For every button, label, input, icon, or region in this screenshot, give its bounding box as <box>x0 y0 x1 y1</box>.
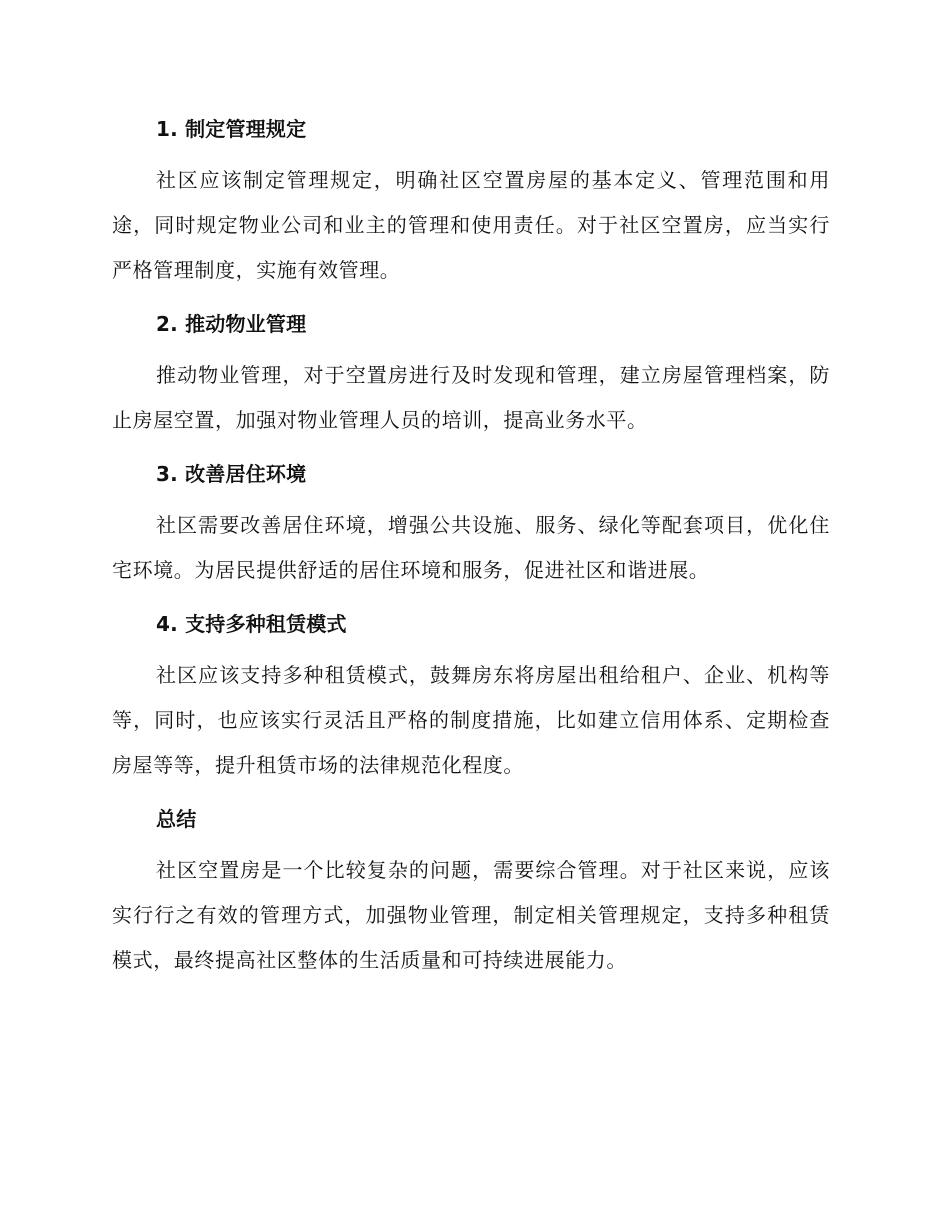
section-body-regulations: 社区应该制定管理规定，明确社区空置房屋的基本定义、管理范围和用途，同时规定物业公司和业主的管理和使用责任。对于社区空置房，应当实行严格管理制度，实施有效管理。 <box>112 168 830 282</box>
section-heading-summary: 总结 <box>156 807 197 831</box>
document-content <box>112 112 830 997</box>
section-body-summary: 社区空置房是一个比较复杂的问题，需要综合管理。对于社区来说，应该实行行之有效的管理方式，加强物业管理，制定相关管理规定，支持多种租赁模式，最终提高社区整体的生活质量和可持续进展能力。 <box>112 858 830 972</box>
section-heading-rental-models: 4. 支持多种租赁模式 <box>156 612 347 636</box>
section-heading-property-management: 2. 推动物业管理 <box>156 312 307 336</box>
section-body-property-management: 推动物业管理，对于空置房进行及时发现和管理，建立房屋管理档案，防止房屋空置，加强对物业管理人员的培训，提高业务水平。 <box>112 363 830 432</box>
section-heading-regulations: 1. 制定管理规定 <box>156 117 307 141</box>
section-body-living-environment: 社区需要改善居住环境，增强公共设施、服务、绿化等配套项目，优化住宅环境。为居民提供舒适的居住环境和服务，促进社区和谐进展。 <box>112 513 830 582</box>
section-heading-living-environment: 3. 改善居住环境 <box>156 462 307 486</box>
section-body-rental-models: 社区应该支持多种租赁模式，鼓舞房东将房屋出租给租户、企业、机构等等，同时，也应该实行灵活且严格的制度措施，比如建立信用体系、定期检查房屋等等，提升租赁市场的法律规范化程度。 <box>112 663 830 777</box>
